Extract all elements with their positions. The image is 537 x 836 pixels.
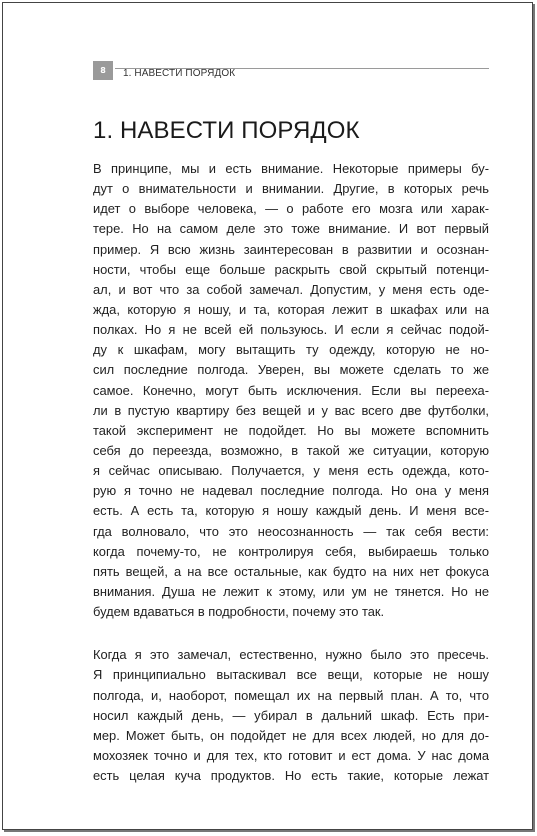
running-title: 1. НАВЕСТИ ПОРЯДОК: [123, 68, 236, 79]
text-line: Когда я это замечал, естественно, нужно было это пресечь.: [93, 647, 489, 663]
text-line: тере. Но на самом деле это тоже внимание. И вот первый: [93, 221, 489, 237]
text-line: сил последние полгода. Уверен, вы можете сделать то же: [93, 362, 489, 378]
text-line: есть целая куча продуктов. Но есть такие, которые лежат: [93, 768, 489, 784]
text-line: мер. Может быть, он подойдет не для всех людей, но для до-: [93, 727, 489, 743]
text-line: пять вещей, а на все остальные, как будто на них нет фокуса: [93, 563, 489, 579]
text-line: ности, чтобы еще больше раскрыть свой скрытый потенци-: [93, 261, 489, 277]
text-line: рую я точно не надевал последние полгода. Но она у меня: [93, 483, 489, 499]
text-line: внимания. Душа не лежит к этому, или ум не тянется. Но не: [93, 583, 489, 599]
text-line: ли в пустую квартиру без вещей и у вас всего две футболки,: [93, 402, 489, 418]
text-line: есть. А есть та, которую я ношу каждый день. И меня все-: [93, 503, 489, 519]
text-line: В принципе, мы и есть внимание. Некоторые примеры бу-: [93, 161, 489, 176]
text-line: идет о выборе человека, — о работе его мозга или харак-: [93, 201, 489, 217]
book-page: [2, 2, 533, 830]
paragraph-gap: [93, 622, 489, 645]
text-line: гда волновало, что это неосознанность — так себя вести:: [93, 523, 489, 539]
body-text: [93, 159, 489, 786]
text-line: ду к шкафам, могу вытащить ту одежду, которую не но-: [93, 342, 489, 358]
page-number-badge: 8: [93, 61, 113, 80]
paragraph: [93, 159, 489, 622]
text-line: будем вдаваться в подробности, почему это так.: [93, 604, 385, 620]
text-line: когда почему-то, не контролируя себя, выбираешь только: [93, 543, 489, 559]
text-line: я сейчас описываю. Получается, у меня есть одежда, кото-: [93, 463, 489, 479]
text-line: самое. Конечно, могут быть исключения. Если вы перееха-: [93, 382, 489, 398]
text-line: Я принципиально вытаскивал все вещи, которые не ношу: [93, 667, 489, 683]
text-line: полгода, и, наоборот, помещал их на первый план. А то, что: [93, 687, 489, 703]
running-head: [93, 61, 489, 83]
text-line: такой эксперимент не подойдет. Но вы можете вспомнить: [93, 422, 489, 438]
text-line: пример. Я всю жизнь заинтересован в развитии и осознан-: [93, 241, 489, 257]
paragraph: [93, 645, 489, 786]
chapter-title: 1. НАВЕСТИ ПОРЯДОК: [93, 117, 360, 144]
text-line: ал, и вот что за собой замечал. Допустим, у меня есть оде-: [93, 281, 489, 297]
text-line: носил каждый день, — убирал в дальний шкаф. Есть при-: [93, 707, 489, 723]
text-line: себя до переезда, возможно, в такой же ситуации, которую: [93, 442, 489, 458]
text-line: дут о внимательности и внимании. Другие, в которых речь: [93, 181, 489, 197]
text-line: мохозяек точно и для тех, кто готовит и ест дома. У нас дома: [93, 747, 489, 763]
text-line: полках. Но я не всей ей пользуюсь. И если я сейчас подой-: [93, 322, 489, 338]
text-line: жда, которую я ношу, и та, которая лежит в шкафах или на: [93, 301, 489, 317]
